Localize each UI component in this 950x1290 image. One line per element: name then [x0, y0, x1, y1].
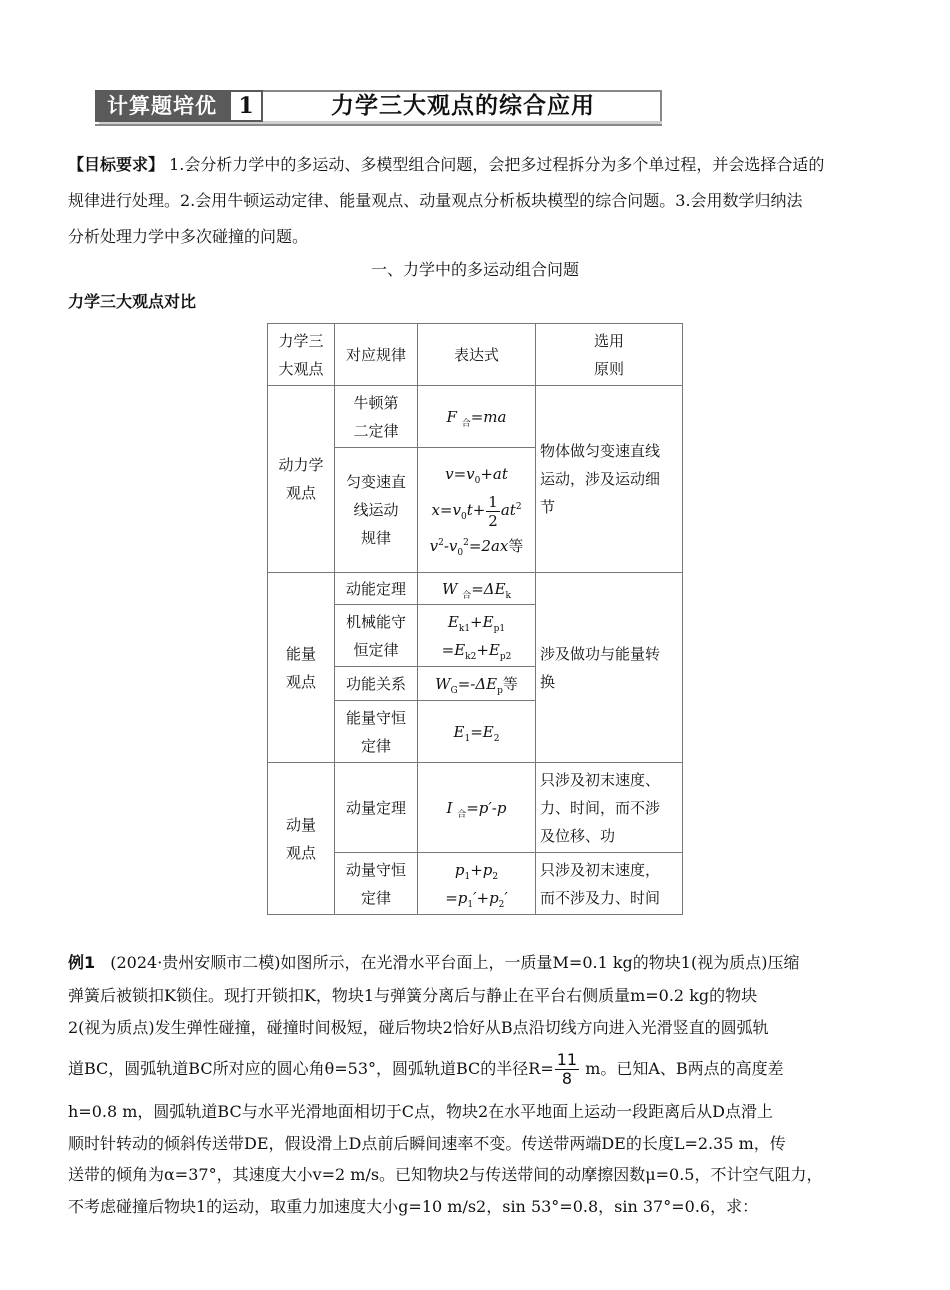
example-line-3: 2(视为质点)发生弹性碰撞，碰撞时间极短，碰后物块2恰好从B点沿切线方向进入光滑竖直的圆弧轨: [68, 1018, 769, 1037]
viewpoint-dynamics: 动力学 观点: [268, 386, 335, 573]
example-text-1: 如图所示，在光滑水平台面上，一质量M=0.1 kg的物块1(视为质点)压缩: [280, 953, 800, 972]
example-line-4: [68, 1047, 784, 1091]
example-text-4b: m。已知A、B两点的高度差: [580, 1059, 784, 1078]
header-principle: 选用 原则: [536, 324, 683, 386]
law-cell: 功能关系: [335, 667, 418, 701]
expression-cell: $E_{k1}+E_{p1}$ $=E_{k2}+E_{p2}$: [418, 605, 536, 667]
page-title: 力学三大观点的综合应用: [331, 93, 595, 119]
example-line-1: [68, 952, 799, 974]
law-cell: 匀变速直 线运动 规律: [335, 448, 418, 573]
example-line-2: 弹簧后被锁扣K锁住。现打开锁扣K，物块1与弹簧分离后与静止在平台右侧质量m=0.2 kg的物块: [68, 986, 758, 1005]
tag-number: 1: [229, 90, 263, 122]
objectives-text-1: 1.会分析力学中的多运动、多模型组合问题，会把多过程拆分为多个单过程，并会选择合适的: [169, 155, 825, 174]
objectives-label: 【目标要求】: [68, 155, 165, 174]
example-line-6: 顺时针转动的倾斜传送带DE，假设滑上D点前后瞬间速率不变。传送带两端DE的长度L=2.35 m，传: [68, 1134, 786, 1153]
principle-cell: 只涉及初末速度， 而不涉及力、时间: [536, 853, 683, 915]
title-banner: [95, 90, 660, 126]
viewpoint-energy: 能量 观点: [268, 573, 335, 763]
expression-cell: $p_1+p_2$ $=p_1'+p_2'$: [418, 853, 536, 915]
example-text-4a: 道BC，圆弧轨道BC所对应的圆心角θ=53°，圆弧轨道BC的半径R=: [68, 1059, 554, 1078]
expression-cell: F $_合$=ma: [418, 386, 536, 448]
expression-cell: W $_合=\Delta E_k$: [418, 573, 536, 605]
comparison-table: [267, 323, 683, 915]
table-row: [268, 386, 683, 448]
table-row: [268, 573, 683, 605]
radius-numerator: 11: [556, 1050, 578, 1069]
example-source: (2024·贵州安顺市二模): [110, 953, 281, 972]
law-cell: 能量守恒 定律: [335, 701, 418, 763]
principle-cell: 只涉及初末速度、 力、时间，而不涉 及位移、功: [536, 763, 683, 853]
law-cell: 机械能守 恒定律: [335, 605, 418, 667]
table-header-row: [268, 324, 683, 386]
objectives-line-3: 分析处理力学中多次碰撞的问题。: [68, 227, 309, 246]
expression-cell: I $_合$=p′-p: [418, 763, 536, 853]
table-row: [268, 763, 683, 853]
expression-cell: $W_G=-\Delta E_p$等: [418, 667, 536, 701]
expression-cell: $E_1=E_2$: [418, 701, 536, 763]
section-tag: [95, 90, 263, 122]
law-cell: 动量守恒 定律: [335, 853, 418, 915]
header-viewpoint: 力学三 大观点: [268, 324, 335, 386]
tag-label: 计算题培优: [95, 90, 229, 122]
law-cell: 动能定理: [335, 573, 418, 605]
expression-cell: $v=v_0+at$ $x=v_0t+$ $\frac{1}{2}$ $at^2$ $v^2-v_0^2=2ax$等: [418, 448, 536, 573]
section-heading: 一、力学中的多运动组合问题: [370, 260, 579, 279]
header-expression: 表达式: [418, 324, 536, 386]
example-line-5: h=0.8 m，圆弧轨道BC与水平光滑地面相切于C点，物块2在水平地面上运动一段距离后从D点滑上: [68, 1102, 773, 1121]
objectives-line-2: 规律进行处理。2.会用牛顿运动定律、能量观点、动量观点分析板块模型的综合问题。3.会用数学归纳法: [68, 191, 803, 210]
example-label: 例1: [68, 953, 96, 972]
principle-energy: 涉及做功与能量转 换: [536, 573, 683, 763]
law-cell: 动量定理: [335, 763, 418, 853]
law-cell: 牛顿第 二定律: [335, 386, 418, 448]
principle-dynamics: 物体做匀变速直线 运动，涉及运动细 节: [536, 386, 683, 573]
header-law: 对应规律: [335, 324, 418, 386]
radius-denominator: 8: [561, 1069, 573, 1088]
viewpoint-momentum: 动量 观点: [268, 763, 335, 915]
objectives-line-1: [68, 147, 888, 183]
example-line-7: 送带的倾角为α=37°，其速度大小v=2 m/s。已知物块2与传送带间的动摩擦因数μ=0.5，不计空气阻力，: [68, 1165, 823, 1184]
table-subheading: 力学三大观点对比: [68, 292, 197, 311]
example-line-8: 不考虑碰撞后物块1的运动，取重力加速度大小g=10 m/s2，sin 53°=0.8，sin 37°=0.6，求：: [68, 1197, 759, 1216]
